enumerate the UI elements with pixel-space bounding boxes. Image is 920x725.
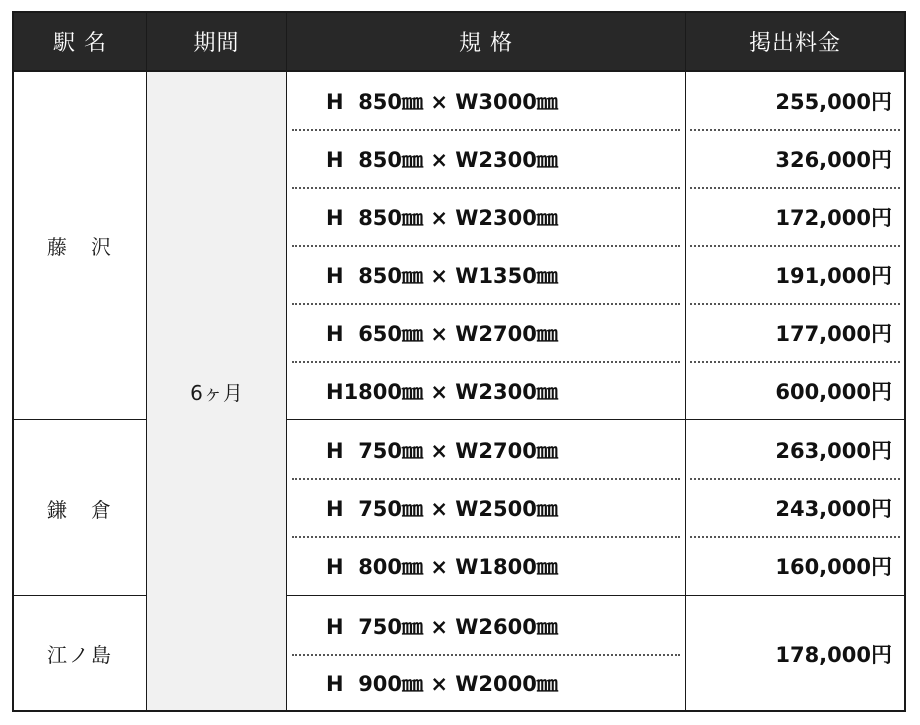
station-kamakura: 鎌 倉 [47,497,113,522]
period-cell: 6ヶ月 [147,72,286,710]
header-price: 掲出料金 [748,31,841,56]
spec-cell: H 850㎜ × W3000㎜ [326,90,558,114]
spec-cell: H1800㎜ × W2300㎜ [326,380,558,404]
station-fujisawa: 藤 沢 [47,235,113,259]
spec-cell: H 650㎜ × W2700㎜ [326,322,558,346]
group-divider [14,419,146,420]
spec-cell: H 850㎜ × W2300㎜ [326,206,558,230]
spec-cell: H 900㎜ × W2000㎜ [326,671,558,696]
spec-cell: H 850㎜ × W2300㎜ [326,148,558,172]
ad-rate-table [12,11,906,712]
price-cell: 191,000円 [775,264,892,288]
header-period: 期間 [193,31,240,56]
spec-cell: H 750㎜ × W2600㎜ [326,615,558,639]
header-spec: 規 格 [459,31,513,56]
spec-cell: H 800㎜ × W1800㎜ [326,555,558,579]
table-header [14,13,904,72]
price-cell: 263,000円 [775,439,892,463]
price-cell: 177,000円 [775,322,892,346]
station-enoshima: 江ノ島 [47,643,113,667]
spec-cell: H 850㎜ × W1350㎜ [326,264,558,288]
price-cell: 160,000円 [775,555,892,579]
group-divider [286,595,904,596]
group-divider [14,595,146,596]
column-divider [286,13,287,710]
price-cell: 172,000円 [775,206,892,230]
price-cell: 243,000円 [775,497,892,521]
price-cell: 255,000円 [775,90,892,114]
spec-cell: H 750㎜ × W2700㎜ [326,439,558,463]
spec-cell: H 750㎜ × W2500㎜ [326,497,558,521]
header-station: 駅 名 [53,31,107,56]
price-cell: 178,000円 [775,642,892,667]
price-cell: 326,000円 [775,148,892,172]
price-cell: 600,000円 [775,380,892,404]
